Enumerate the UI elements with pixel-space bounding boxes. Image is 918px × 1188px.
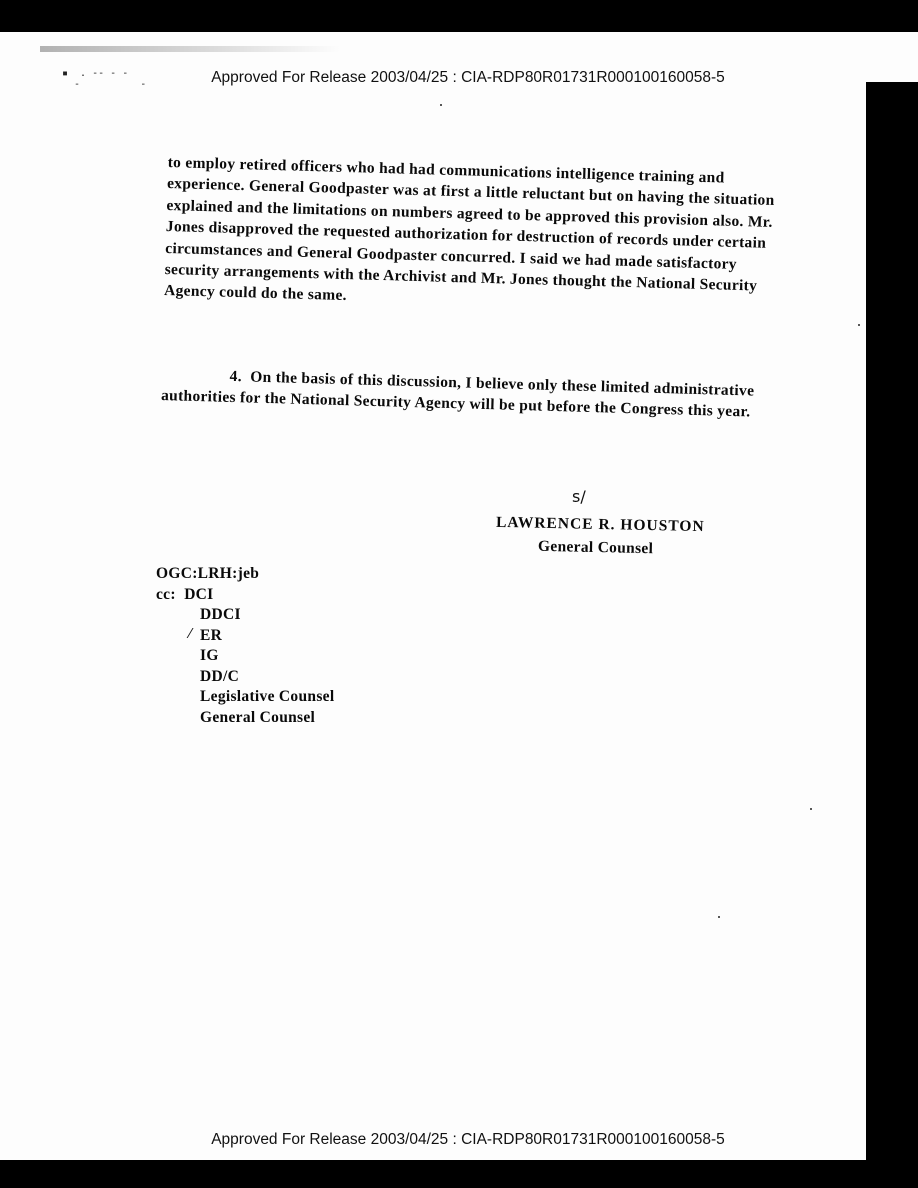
cc-recipient: DDCI [200,606,241,623]
cc-row [156,585,334,606]
cc-recipient: IG [200,647,219,664]
signer-title: General Counsel [537,537,654,558]
typist-initials: OGC:LRH:jeb [156,565,260,582]
cc-recipient: DCI [184,585,214,603]
release-header: Approved For Release 2003/04/25 : CIA-RDP80R01731R000100160058-5 [211,69,725,86]
cc-label: cc: [156,585,176,603]
cc-recipient: Legislative Counsel [200,688,335,705]
paragraph-continued: to employ retired officers who had had communications intelligence training and experience. General Goodpaster was at first a little reluctant but on having the situation explained and the limitations on numbers agreed to be approved this provision also. Mr. Jones disapproved the requested authorization for destruction of records under certain circumstances and General Goodpaster concurred. I said we had made satisfactory security arrangements with the Archivist and Mr. Jones thought the National Security Agency could do the same. [163,153,775,305]
distribution-block [156,564,334,728]
release-footer: Approved For Release 2003/04/25 : CIA-RDP80R01731R000100160058-5 [211,1131,725,1148]
check-mark-icon: ⁄ [189,627,192,642]
scan-edge-shadow [40,46,340,52]
scan-speck [718,916,720,918]
scan-border-right [866,82,918,1160]
scan-speck [810,808,812,810]
signature-mark: s/ [572,487,586,506]
cc-recipient: DD/C [200,667,240,685]
cc-recipient: ER [200,626,223,644]
signer-name: LAWRENCE R. HOUSTON [495,513,705,536]
paragraph-4-number: 4. [229,367,243,386]
scan-speck [440,104,442,106]
scan-marks: ▪ . ‐‐ ‐ ‐ ‐ ‐ [62,68,147,90]
document-page [0,32,918,1160]
paragraph-4 [161,364,782,424]
scan-speck [858,324,860,326]
paragraph-4-text: On the basis of this discussion, I believe only these limited administrative authorities for the National Security Agency will be put before the Congress this year. [160,368,755,421]
cc-recipient: General Counsel [200,708,316,726]
